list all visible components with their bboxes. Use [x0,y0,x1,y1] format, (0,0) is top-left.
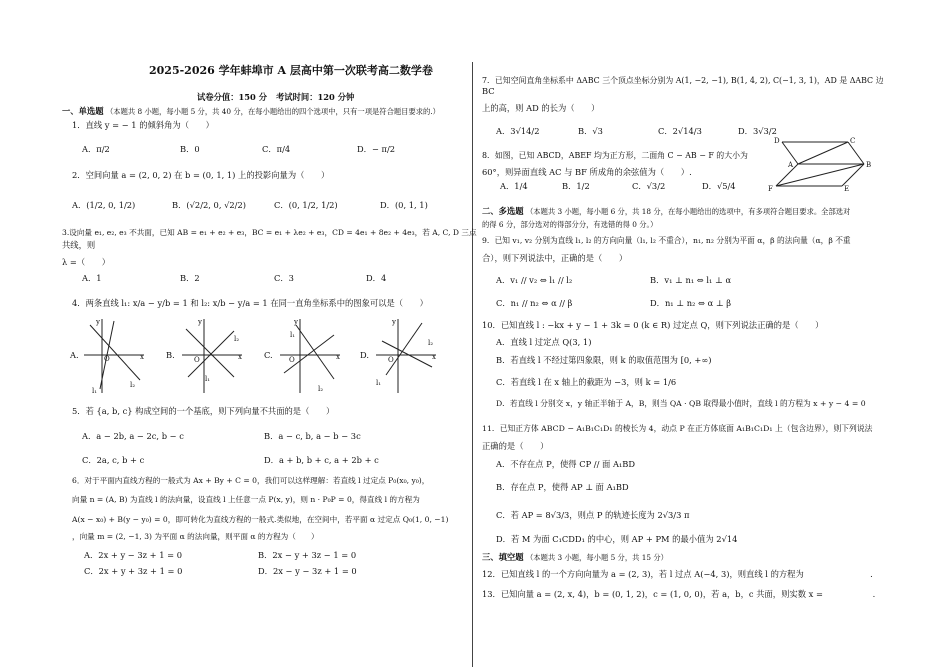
q7-option-b: B．√3 [578,126,603,136]
section2-note-line1: （本题共 3 小题，每小题 6 分，共 18 分，在每小题给出的选项中，有多项符合题目要求。全部选对 [526,207,851,216]
section3-note: （本题共 3 小题，每小题 5 分，共 15 分） [526,553,668,562]
q5-option-a: A．a − 2b, a − 2c, b − c [82,431,184,441]
q10-option-b: B．若直线 l 不经过第四象限，则 k 的取值范围为 [0, +∞) [496,355,712,365]
q4-graph-a [80,315,150,395]
q7-option-c: C．2√14/3 [658,126,702,136]
q1-option-a: A．π/2 [82,144,110,154]
section2-header: 二、多选题 [482,206,524,216]
q11-line2: 正确的是（ ） [482,441,549,451]
svg-text:l₂: l₂ [428,339,434,347]
svg-text:O: O [194,356,200,364]
q13-stem: 13．已知向量 a = (2, x, 4)，b = (0, 1, 2)，c = (1, 0, 0)，若 a，b，c 共面，则实数 x = . [482,589,876,599]
q5-stem: 5．若 {a, b, c} 构成空间的一个基底，则下列向量不共面的是（ ） [72,406,335,416]
q12-stem: 12．已知直线 l 的一个方向向量为 a = (2, 3)，若 l 过点 A(−4, 3)，则直线 l 的方程为 . [482,569,873,579]
q9-line1: 9．已知 v₁, v₂ 分别为直线 l₁, l₂ 的方向向量（l₁, l₂ 不重合），n₁, n₂ 分别为平面 α，β 的法向量（α，β 不重 [482,236,851,245]
q8-figure [768,134,878,194]
q1-option-b: B．0 [180,144,200,154]
svg-text:x: x [336,353,340,361]
q3-line1: 3.设向量 e₁, e₂, e₃ 不共面，已知 AB = e₁ + e₂ + e₃，BC = e₁ + λe₂ + e₃，CD = 4e₁ + 8e₂ + 4e₃，若 A, C, D 三点 [62,228,477,237]
q8-label-e: E [844,185,850,193]
q6-line3: A(x − x₀) + B(y − y₀) = 0，即可转化为直线方程的一般式.类似地，在空间中，若平面 α 过定点 Q₀(1, 0, −1) [72,515,449,524]
q8-option-b: B．1/2 [562,181,590,191]
q11-line1: 11．已知正方体 ABCD − A₁B₁C₁D₁ 的棱长为 4，动点 P 在正方体底面 A₁B₁C₁D₁ 上（包含边界），则下列说法 [482,424,873,433]
q11-option-a: A．不存在点 P，使得 CP // 面 A₁BD [496,459,636,469]
page-title: 2025-2026 学年蚌埠市 A 层高中第一次联考高二数学卷 [149,64,433,77]
q7-line1b: BC [482,86,495,96]
q6-line2: 向量 n = (A, B) 为直线 l 的法向量，设直线 l 上任意一点 P(x, y)，则 n · P₀P = 0，得直线 l 的方程为 [72,495,420,504]
svg-text:O: O [388,356,394,364]
q6-option-d: D．2x − y − 3z + 1 = 0 [258,566,357,576]
q7-option-d: D．3√3/2 [738,126,777,136]
svg-text:l₁: l₁ [290,331,296,339]
q6-option-c: C．2x + y + 3z + 1 = 0 [84,566,183,576]
q11-option-d: D．若 M 为面 C₁CDD₁ 的中心，则 AP + PM 的最小值为 2√14 [496,534,738,544]
left-column [62,0,477,672]
svg-text:y: y [294,318,298,326]
q3-option-c: C．3 [274,273,294,283]
q7-option-a: A．3√14/2 [496,126,540,136]
svg-text:l₂: l₂ [318,385,324,393]
q9-option-a: A．v₁ // v₂ ⇔ l₁ // l₂ [496,275,573,285]
right-column [482,0,888,672]
q4-option-a: A. [70,350,79,360]
q5-option-b: B．a − c, b, a − b − 3c [264,431,361,441]
q6-option-a: A．2x + y − 3z + 1 = 0 [84,550,183,560]
q9-line2: 合），则下列说法中，正确的是（ ） [482,253,628,263]
q11-option-b: B．存在点 P，使得 AP ⊥ 面 A₁BD [496,482,629,492]
q4-option-c: C. [264,350,273,360]
q10-option-d: D．若直线 l 分别交 x，y 轴正半轴于 A，B，则当 QA · QB 取得最小值时，直线 l 的方程为 x + y − 4 = 0 [496,399,866,408]
svg-text:x: x [140,353,144,361]
svg-text:l₁: l₁ [376,379,382,387]
q8-option-d: D．√5/4 [702,181,736,191]
q8-option-c: C．√3/2 [632,181,666,191]
q8-line1: 8．如图，已知 ABCD，ABEF 均为正方形，二面角 C − AB − F 的大小为 [482,151,748,160]
q4-option-b: B. [166,350,175,360]
svg-text:l₁: l₁ [205,375,211,383]
svg-text:y: y [96,318,100,326]
q5-option-d: D．a + b, b + c, a + 2b + c [264,455,379,465]
svg-text:l₂: l₂ [130,381,136,389]
q8-label-a: A [788,161,794,169]
q8-label-f: F [768,185,773,193]
q1-stem: 1．直线 y = − 1 的倾斜角为（ ） [72,120,214,130]
q2-stem: 2．空间向量 a = (2, 0, 2) 在 b = (0, 1, 1) 上的投影向量为（ ） [72,170,330,180]
q8-option-a: A．1/4 [500,181,528,191]
q7-line1: 7．已知空间直角坐标系中 ΔABC 三个顶点坐标分别为 A(1, −2, −1), B(1, 4, 2), C(−1, 3, 1)，AD 是 ΔABC 边 [482,76,884,85]
q5-option-c: C．2a, c, b + c [82,455,145,465]
q8-label-b: B [866,161,872,169]
q9-option-b: B．v₁ ⊥ n₁ ⇔ l₁ ⊥ α [650,275,732,285]
q9-option-d: D．n₁ ⊥ n₂ ⇔ α ⊥ β [650,298,732,308]
q3-line2: 共线，则 [62,240,96,250]
q1-option-d: D．− π/2 [357,144,396,154]
q4-option-d: D. [360,350,369,360]
q10-option-c: C．若直线 l 在 x 轴上的截距为 −3，则 k = 1/6 [496,377,677,387]
q6-option-b: B．2x − y + 3z − 1 = 0 [258,550,357,560]
section2-note-line2: 的得 6 分，部分选对的得部分分，有选错的得 0 分。） [482,220,658,229]
q2-option-c: C．(0, 1/2, 1/2) [274,200,338,210]
q4-stem: 4．两条直线 l₁: x/a − y/b = 1 和 l₂: x/b − y/a = 1 在同一直角坐标系中的图象可以是（ ） [72,298,428,308]
svg-text:l₂: l₂ [234,335,240,343]
q4-graph-b [178,315,248,395]
svg-text:O: O [289,356,295,364]
q11-option-c: C．若 AP = 8√3/3，则点 P 的轨迹长度为 2√3/3 π [496,510,690,520]
q4-graph-d [372,315,442,395]
q10-stem: 10．已知直线 l : −kx + y − 1 + 3k = 0 (k ∈ R) 过定点 Q，则下列说法正确的是（ ） [482,320,824,330]
q9-option-c: C．n₁ // n₂ ⇔ α // β [496,298,573,308]
svg-text:x: x [432,353,436,361]
q3-option-d: D．4 [366,273,387,283]
q10-option-a: A．直线 l 过定点 Q(3, 1) [496,337,592,347]
q2-option-a: A．(1/2, 0, 1/2) [72,200,136,210]
svg-text:y: y [198,318,202,326]
q8-label-d: D [774,137,780,145]
section1-header: 一、单选题 [62,106,104,116]
q7-line2: 上的高，则 AD 的长为（ ） [482,103,600,113]
svg-text:l₁: l₁ [92,387,98,395]
q2-option-d: D．(0, 1, 1) [380,200,428,210]
section3-header: 三、填空题 [482,552,524,562]
q1-option-c: C．π/4 [262,144,291,154]
svg-text:x: x [238,353,242,361]
svg-text:O: O [104,355,110,363]
q6-line4: ，向量 m = (2, −1, 3) 为平面 α 的法向量，则平面 α 的方程为（ ） [72,532,319,541]
exam-score: 试卷分值：150 分 [197,92,267,102]
q2-option-b: B．(√2/2, 0, √2/2) [172,200,246,210]
q3-option-b: B．2 [180,273,200,283]
section1-note: （本题共 8 小题，每小题 5 分，共 40 分，在每小题给出的四个选项中，只有一项是符合题目要求的.） [106,107,440,116]
q4-graph-c [276,315,346,395]
q8-label-c: C [850,137,856,145]
svg-text:y: y [392,318,396,326]
q3-option-a: A．1 [82,273,102,283]
column-divider [472,62,473,667]
q6-line1: 6．对于平面内直线方程的一般式为 Ax + By + C = 0，我们可以这样理解：若直线 l 过定点 P₀(x₀, y₀)， [72,476,430,485]
exam-time: 考试时间：120 分钟 [276,92,355,102]
q3-line3: λ =（ ） [62,257,111,267]
q8-line2: 60°，则异面直线 AC 与 BF 所成角的余弦值为（ ）. [482,167,692,177]
